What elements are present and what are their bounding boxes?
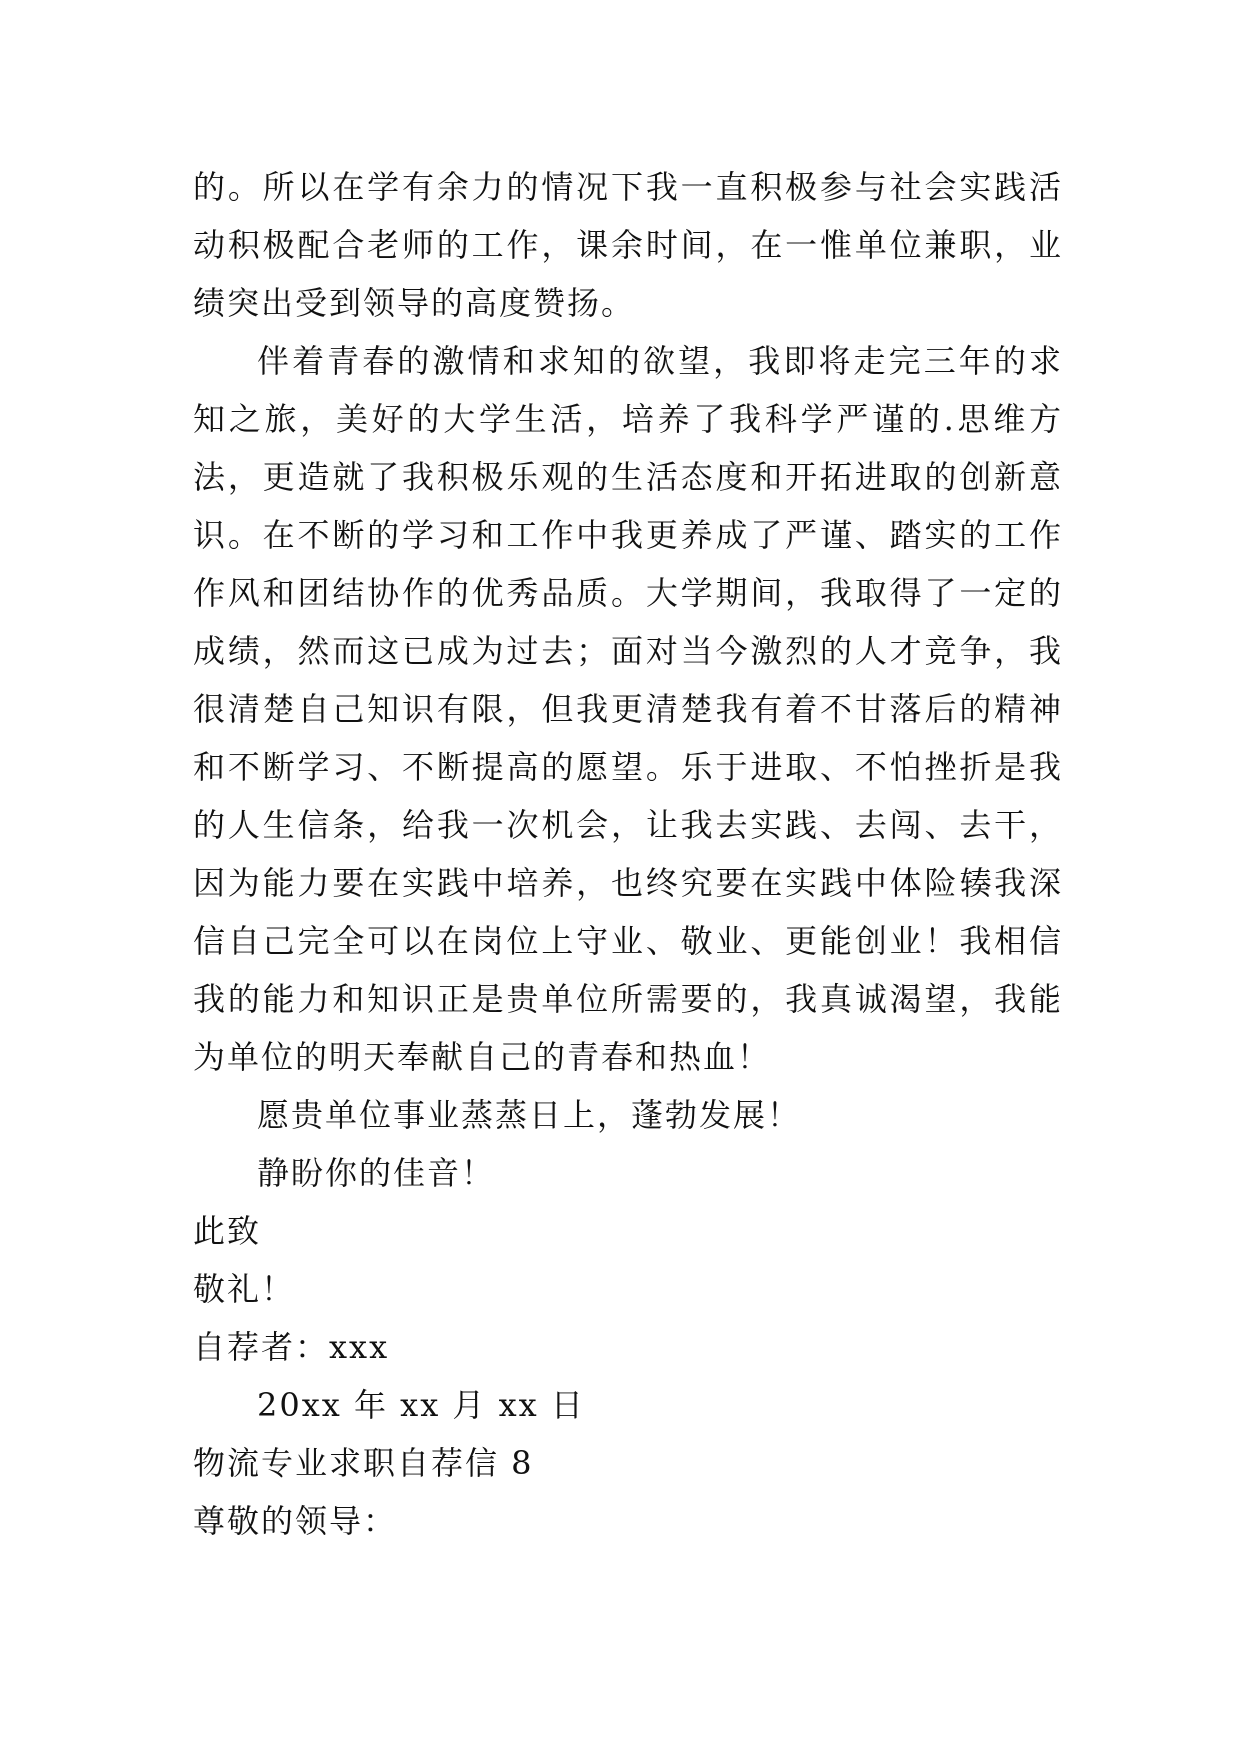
wish-line: 愿贵单位事业蒸蒸日上，蓬勃发展！ xyxy=(257,1096,802,1134)
closing-salute: 敬礼！ xyxy=(193,1270,296,1308)
paragraph-continuation: 的。所以在学有余力的情况下我一直积极参与社会实践活动积极配合老师的工作，课余时间，在一惟单位兼职，业绩突出受到领导的高度赞扬。 xyxy=(193,168,1063,322)
closing-respectfully: 此致 xyxy=(193,1212,262,1250)
date-line: 20xx 年 xx 月 xx 日 xyxy=(257,1386,585,1424)
signer-line: 自荐者：xxx xyxy=(193,1328,390,1366)
letter-body xyxy=(193,158,1063,1550)
next-letter-salutation: 尊敬的领导： xyxy=(193,1502,398,1540)
await-line: 静盼你的佳音！ xyxy=(257,1154,496,1192)
next-letter-title: 物流专业求职自荐信 8 xyxy=(193,1444,534,1482)
paragraph-main: 伴着青春的激情和求知的欲望，我即将走完三年的求知之旅，美好的大学生活，培养了我科学严谨的.思维方法，更造就了我积极乐观的生活态度和开拓进取的创新意识。在不断的学习和工作中我更养成了严谨、踏实的工作作风和团结协作的优秀品质。大学期间，我取得了一定的成绩，然而这已成为过去；面对当今激烈的人才竞争，我很清楚自己知识有限，但我更清楚我有着不甘落后的精神和不断学习、不断提高的愿望。乐于进取、不怕挫折是我的人生信条，给我一次机会，让我去实践、去闯、去干，因为能力要在实践中培养，也终究要在实践中体险辏我深信自己完全可以在岗位上守业、敬业、更能创业！我相信我的能力和知识正是贵单位所需要的，我真诚渴望，我能为单位的明天奉献自己的青春和热血！ xyxy=(193,342,1063,1076)
